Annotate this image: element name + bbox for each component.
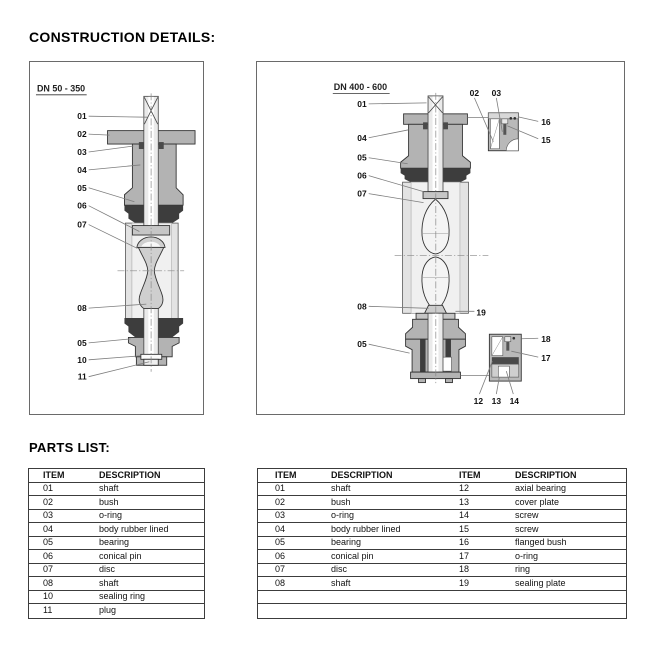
o-ring-right	[443, 122, 447, 129]
table-cell: 16	[459, 537, 470, 548]
table-row	[258, 537, 626, 551]
table-cell: body rubber lined	[331, 523, 401, 534]
table-row	[29, 537, 204, 551]
callout-02: 02	[469, 87, 480, 98]
callout-13: 13	[491, 396, 502, 407]
table-cell: 04	[43, 523, 54, 534]
valve-body-group	[395, 93, 489, 383]
o-ring-dot	[510, 117, 513, 120]
table-header-row	[258, 469, 626, 483]
table-row	[29, 604, 204, 618]
table-cell: 08	[275, 577, 286, 588]
table-cell: 18	[459, 564, 470, 575]
table-row	[29, 577, 204, 591]
diagram-box-dn50-350	[29, 61, 204, 415]
table-cell: shaft	[331, 577, 351, 588]
table-cell: 17	[459, 550, 470, 561]
table-cell: o-ring	[99, 510, 123, 521]
table-cell: o-ring	[331, 510, 355, 521]
table-cell: ring	[515, 564, 531, 575]
diagram-caption-dn50-350: DN 50 - 350	[36, 83, 86, 94]
table-cell: 03	[275, 510, 286, 521]
callout-16: 16	[541, 116, 551, 127]
callout-17: 17	[541, 353, 551, 364]
table-cell: 05	[43, 537, 54, 548]
table-cell: shaft	[99, 577, 119, 588]
screw-15	[502, 119, 508, 124]
table-cell: bush	[331, 496, 351, 507]
table-cell: 15	[459, 523, 470, 534]
callout-05b: 05	[77, 337, 87, 348]
ring-dot	[512, 337, 515, 340]
o-ring-dot	[513, 117, 516, 120]
table-header-row	[29, 469, 204, 483]
o-ring-left	[423, 122, 427, 129]
callout-05b: 05	[357, 339, 367, 350]
table-cell: bearing	[99, 537, 130, 548]
o-ring-right	[159, 142, 164, 149]
foot-right	[445, 379, 452, 383]
table-row	[29, 564, 204, 578]
callout-11: 11	[77, 371, 87, 382]
callout-19: 19	[476, 307, 486, 318]
screw-17-stem	[506, 342, 509, 351]
callout-labels	[77, 111, 87, 381]
table-cell: body rubber lined	[99, 523, 169, 534]
bearing-lining-left	[420, 339, 425, 372]
table-row	[258, 523, 626, 537]
table-row	[258, 483, 626, 497]
parts-list-heading: PARTS LIST:	[29, 440, 111, 455]
table-cell: 04	[275, 523, 286, 534]
table-row	[258, 496, 626, 510]
construction-details-heading: CONSTRUCTION DETAILS:	[29, 29, 216, 45]
table-cell: 14	[459, 510, 470, 521]
callout-05: 05	[357, 152, 367, 163]
table-cell: sealing plate	[515, 577, 566, 588]
table-cell: 03	[43, 510, 54, 521]
o-ring-left	[139, 142, 144, 149]
screw-15-stem	[503, 124, 506, 135]
table-cell: 01	[43, 483, 54, 494]
callout-03: 03	[77, 146, 87, 157]
parts-table-dn50-350	[28, 468, 205, 619]
table-row	[258, 510, 626, 524]
diagram-box-dn400-600	[256, 61, 625, 415]
table-cell: plug	[99, 605, 117, 616]
table-header-cell: DESCRIPTION	[331, 469, 393, 480]
callout-01: 01	[357, 98, 367, 109]
valve-cross-section-dn50-350	[30, 62, 203, 414]
table-row	[258, 577, 626, 591]
callout-14: 14	[509, 396, 520, 407]
parts-table-dn400-600	[257, 468, 627, 619]
valve-cross-section-dn400-600	[257, 62, 624, 414]
table-row	[29, 510, 204, 524]
callout-15: 15	[541, 134, 551, 145]
table-cell: 13	[459, 496, 470, 507]
axial-bearing-band	[492, 357, 519, 364]
top-bearing-detail-inset	[467, 113, 518, 151]
table-cell: 05	[275, 537, 286, 548]
bottom-bearing-detail-inset	[460, 334, 521, 381]
callout-04: 04	[357, 132, 367, 143]
table-cell: o-ring	[515, 550, 539, 561]
table-row	[258, 604, 626, 618]
table-cell: screw	[515, 523, 539, 534]
table-header-cell: ITEM	[275, 469, 297, 480]
table-cell: sealing ring	[99, 591, 146, 602]
table-row	[29, 483, 204, 497]
callout-01: 01	[77, 111, 87, 122]
table-cell: 19	[459, 577, 470, 588]
table-row	[29, 496, 204, 510]
table-cell: disc	[99, 564, 116, 575]
table-cell: 07	[43, 564, 54, 575]
callout-05: 05	[77, 182, 87, 193]
table-cell: disc	[331, 564, 348, 575]
callout-06: 06	[77, 200, 87, 211]
table-row	[258, 550, 626, 564]
table-header-cell: DESCRIPTION	[99, 469, 161, 480]
table-cell: 02	[275, 496, 286, 507]
callout-06: 06	[357, 170, 367, 181]
table-cell: shaft	[331, 483, 351, 494]
table-cell: conical pin	[331, 550, 374, 561]
diagram-caption-dn400-600: DN 400 - 600	[333, 81, 388, 92]
callout-12: 12	[473, 396, 484, 407]
table-cell: bush	[99, 496, 119, 507]
valve-body-group	[108, 93, 195, 371]
table-cell: 11	[43, 605, 53, 616]
table-cell: shaft	[99, 483, 119, 494]
table-cell: 12	[459, 483, 470, 494]
callout-07: 07	[357, 188, 367, 199]
callout-18: 18	[541, 334, 551, 345]
callout-03: 03	[491, 87, 502, 98]
callout-07: 07	[77, 219, 87, 230]
callout-02: 02	[77, 129, 87, 140]
table-header-cell: DESCRIPTION	[515, 469, 577, 480]
table-header-cell: ITEM	[459, 469, 481, 480]
table-cell: conical pin	[99, 550, 142, 561]
foot-left	[419, 379, 426, 383]
callout-08: 08	[357, 301, 367, 312]
table-cell: screw	[515, 510, 539, 521]
callout-08: 08	[77, 303, 87, 314]
table-row	[258, 591, 626, 605]
table-cell: 07	[275, 564, 286, 575]
table-row	[29, 523, 204, 537]
screw-17	[505, 337, 511, 342]
table-cell: 06	[43, 550, 54, 561]
table-cell: 02	[43, 496, 54, 507]
table-row	[258, 564, 626, 578]
callout-04: 04	[77, 164, 87, 175]
table-cell: 01	[275, 483, 286, 494]
table-cell: cover plate	[515, 496, 560, 507]
table-cell: 08	[43, 577, 54, 588]
table-row	[29, 591, 204, 605]
table-header-cell: ITEM	[43, 469, 65, 480]
table-cell: axial bearing	[515, 483, 567, 494]
table-cell: 10	[43, 591, 54, 602]
table-cell: 06	[275, 550, 286, 561]
table-cell: flanged bush	[515, 537, 567, 548]
callout-10: 10	[77, 354, 87, 365]
table-cell: bearing	[331, 537, 362, 548]
table-row	[29, 550, 204, 564]
